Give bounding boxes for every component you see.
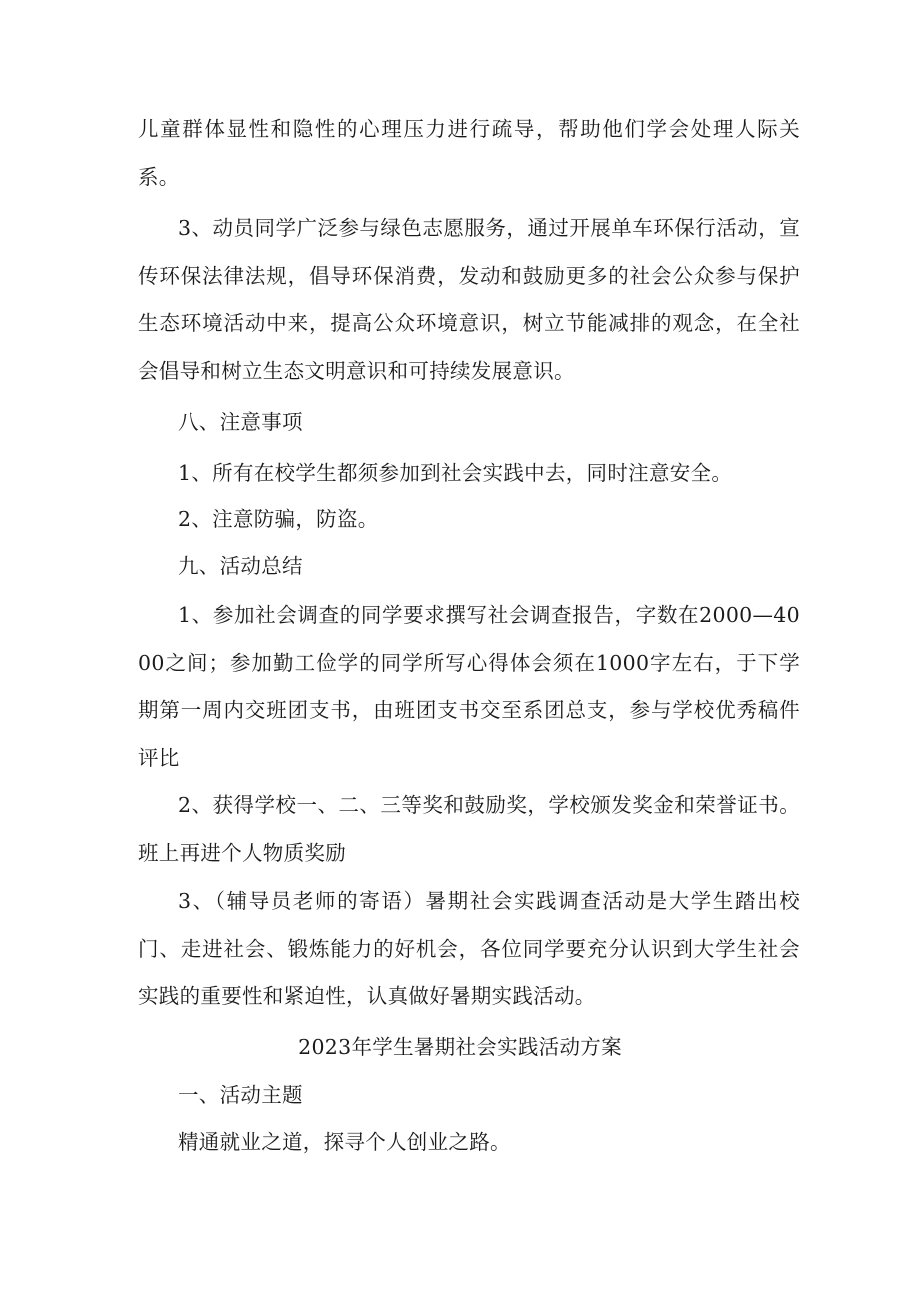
paragraph-summary3: 3、（辅导员老师的寄语）暑期社会实践调查活动是大学生踏出校门、走进社会、锻炼能力的好机会，各位同学要充分认识到大学生社会实践的重要性和紧迫性，认真做好暑期实践活动。: [138, 889, 800, 1008]
section-heading-theme: 一、活动主题: [178, 1083, 303, 1107]
plan-title: 2023年学生暑期社会实践活动方案: [298, 1035, 622, 1059]
section-heading-summary: 九、活动总结: [178, 554, 303, 578]
paragraph-note2: 2、注意防骗，防盗。: [178, 507, 379, 531]
paragraph-item3-green-volunteer: 3、动员同学广泛参与绿色志愿服务，通过开展单车环保行活动，宣传环保法律法规，倡导环保消费，发动和鼓励更多的社会公众参与保护生态环境活动中来，提高公众环境意识，树立节能减排的观念，在全社会倡导和树立生态文明意识和可持续发展意识。: [138, 216, 800, 383]
paragraph-summary1: 1、参加社会调查的同学要求撰写社会调查报告，字数在2000—4000之间；参加勤工俭学的同学所写心得体会须在1000字左右，于下学期第一周内交班团支书，由班团支书交至系团总支，参与学校优秀稿件评比: [138, 603, 800, 770]
paragraph-summary2: 2、获得学校一、二、三等奖和鼓励奖，学校颁发奖金和荣誉证书。班上再进个人物质奖励: [138, 793, 800, 865]
paragraph-theme: 精通就业之道，探寻个人创业之路。: [178, 1130, 511, 1154]
paragraph-note1: 1、所有在校学生都须参加到社会实践中去，同时注意安全。: [178, 461, 733, 485]
paragraph-continued: 儿童群体显性和隐性的心理压力进行疏导，帮助他们学会处理人际关系。: [138, 117, 800, 189]
section-heading-notes: 八、注意事项: [178, 410, 303, 434]
